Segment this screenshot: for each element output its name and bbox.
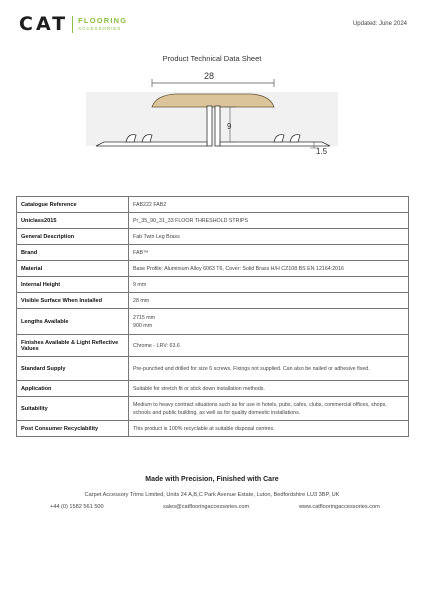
email-link[interactable]: sales@catflooringaccessories.com [163, 504, 250, 510]
spec-value [129, 309, 409, 335]
spec-value: Pre-punched and drilled for size 6 screws. Fixings not supplied. Can also be nailed or adhesive fixed. [129, 357, 409, 381]
profile-diagram [86, 70, 338, 170]
website-link[interactable]: www.catflooringaccessories.com [299, 504, 380, 510]
spec-label: Catalogue Reference [17, 197, 129, 213]
spec-label: Brand [17, 245, 129, 261]
height-label: 9 [227, 122, 232, 131]
length-value: 2715 mm [133, 314, 156, 321]
header [19, 14, 409, 38]
spec-label: Lengths Available [17, 309, 129, 335]
logo-divider [72, 16, 73, 33]
footer [0, 476, 424, 514]
spec-label: Uniclass2015 [17, 213, 129, 229]
spec-value: This product is 100% recyclable at suitable disposal centres. [129, 421, 409, 437]
spec-value: 28 mm [129, 293, 409, 309]
spec-label: Standard Supply [17, 357, 129, 381]
width-label: 28 [204, 71, 215, 81]
table-row [17, 229, 409, 245]
spec-value: Suitable for stretch fit or stick down installation methods. [129, 381, 409, 397]
table-row [17, 197, 409, 213]
spec-label: Material [17, 261, 129, 277]
spec-label: Application [17, 381, 129, 397]
spec-value: 9 mm [129, 277, 409, 293]
logo-word-accessories: ACCESSORIES [78, 25, 122, 31]
spec-label: General Description [17, 229, 129, 245]
spec-value: Medium to heavy contract situations such as for use in hotels, pubs, cafes, clubs, commercial offices, shops, schools and public building, as well as for quality domestic installations. [129, 397, 409, 421]
contact-row [0, 504, 424, 514]
table-row [17, 277, 409, 293]
spec-value: FAB222 FAB2 [129, 197, 409, 213]
spec-label: Internal Height [17, 277, 129, 293]
page-title: Product Technical Data Sheet [162, 54, 262, 63]
table-row [17, 245, 409, 261]
spec-table [16, 196, 409, 437]
spec-label: Visible Surface When Installed [17, 293, 129, 309]
table-row [17, 421, 409, 437]
length-value: 900 mm [133, 322, 153, 329]
logo-wordmark: CAT [19, 13, 69, 35]
table-row [17, 335, 409, 357]
spec-value: Pr_35_90_31_33 FLOOR THRESHOLD STRIPS [129, 213, 409, 229]
table-row [17, 357, 409, 381]
spec-label: Post Consumer Recyclability [17, 421, 129, 437]
spec-label: Finishes Available & Light Reflective Values [17, 335, 129, 357]
updated-date: Updated: June 2024 [352, 21, 407, 27]
spec-label: Suitability [17, 397, 129, 421]
company-address: Carpet Accessory Trims Limited, Units 24 A,B,C Park Avenue Estate, Luton, Bedfordshire LU3 3BP, UK [84, 492, 340, 498]
table-row [17, 397, 409, 421]
spec-value: Fab Twin Leg Brass [129, 229, 409, 245]
table-row [17, 309, 409, 335]
table-row [17, 293, 409, 309]
spec-value: Chrome - LRV: 63.6 [129, 335, 409, 357]
table-row [17, 213, 409, 229]
base-label: 1.5 [316, 147, 328, 156]
table-row [17, 381, 409, 397]
spec-value: Base Profile: Aluminium Alloy 6063 T6, Cover: Solid Brass H/H CZ108 BS EN 12164:2016 [129, 261, 409, 277]
logo-word-flooring: FLOORING [78, 15, 128, 25]
phone-number: +44 (0) 1582 561 500 [50, 504, 104, 510]
width-dimension [152, 71, 274, 87]
footer-tagline: Made with Precision, Finished with Care [145, 476, 279, 483]
table-row [17, 261, 409, 277]
spec-value: FAB™ [129, 245, 409, 261]
brand-logo [19, 14, 127, 34]
brass-cover [152, 94, 274, 107]
logo-subtitle [78, 17, 127, 32]
